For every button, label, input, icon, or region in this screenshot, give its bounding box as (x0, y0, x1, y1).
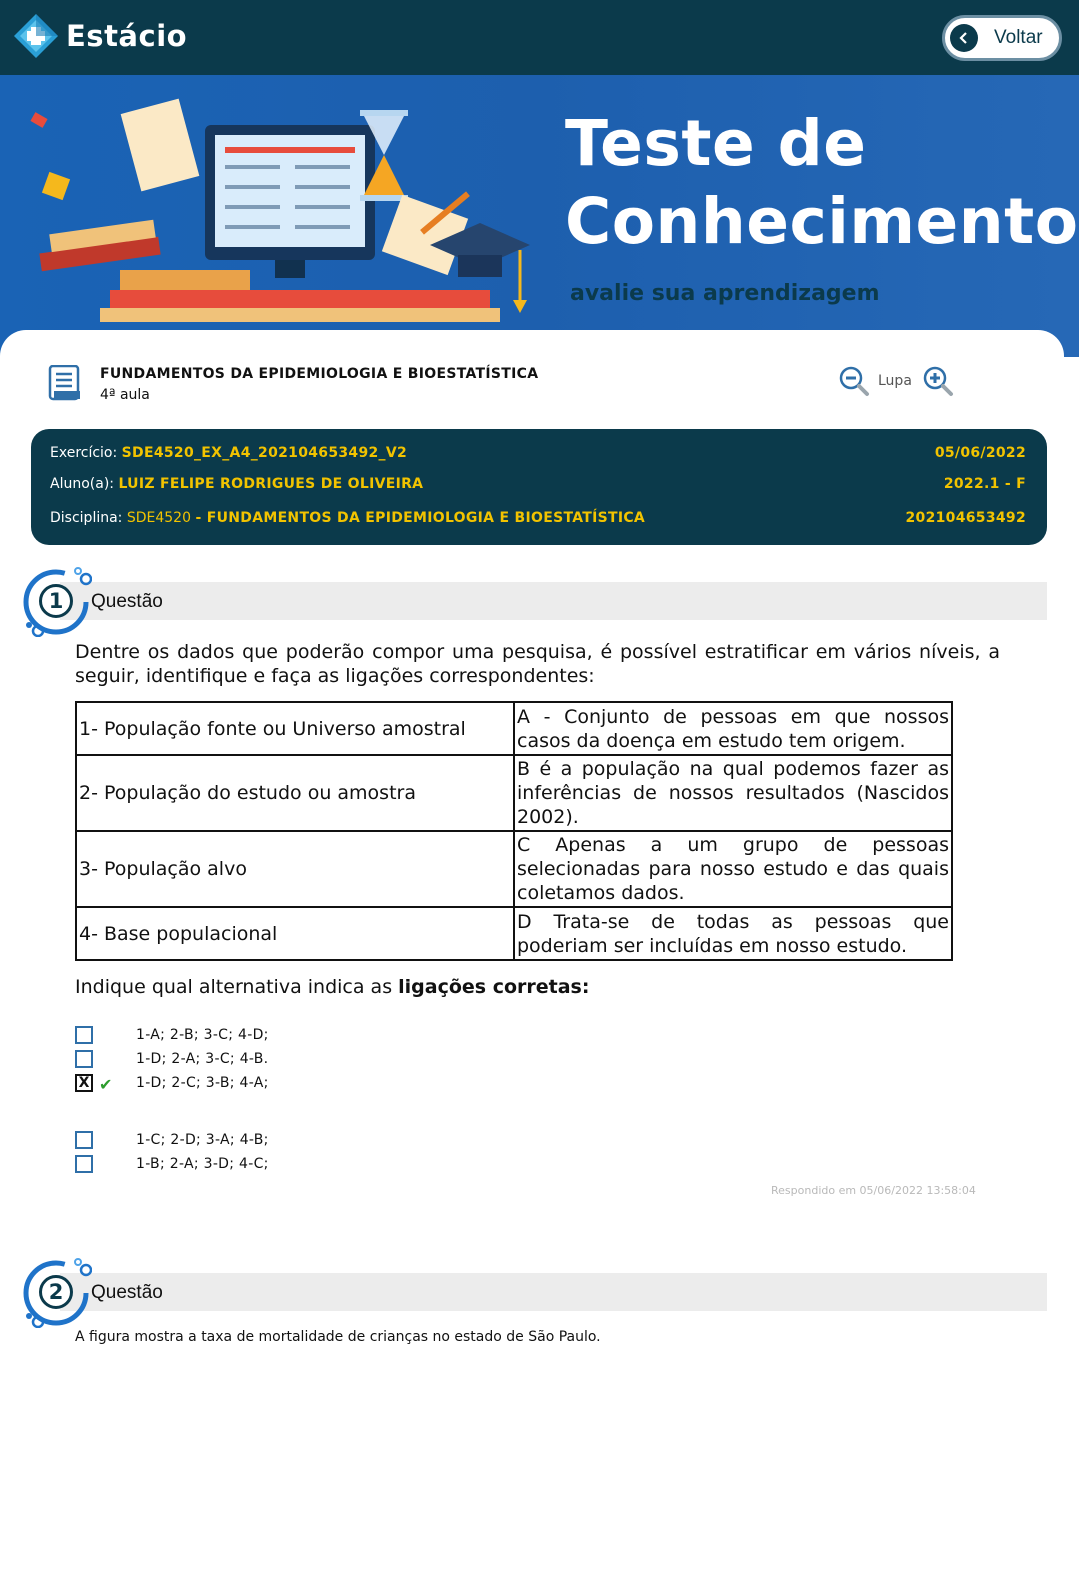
zoom-controls (838, 365, 954, 397)
info-row-student (50, 476, 1026, 492)
table-cell-left: 2- População do estudo ou amostra (76, 755, 514, 831)
exercise-date: 05/06/2022 (934, 445, 1026, 461)
question-2-number: 2 (39, 1275, 73, 1309)
table-cell-right: D Trata-se de todas as pessoas que poderiam ser incluídas em nosso estudo. (514, 907, 952, 960)
answer-option[interactable] (75, 1155, 269, 1173)
discipline-label: Disciplina: (50, 510, 123, 526)
question-2-label: Questão (91, 1282, 163, 1303)
chevron-left-icon (950, 24, 978, 52)
academic-period: 2022.1 - F (943, 476, 1026, 492)
info-row-discipline (50, 510, 1026, 526)
study-illustration-icon (30, 95, 550, 345)
prompt-text: Indique qual alternativa indica as (75, 976, 399, 998)
answer-option-text: 1-C; 2-D; 3-A; 4-B; (136, 1132, 269, 1148)
info-row-exercise (50, 445, 1026, 461)
discipline-name: - FUNDAMENTOS DA EPIDEMIOLOGIA E BIOESTATÍSTICA (195, 510, 646, 526)
prompt-bold-text: ligações corretas: (398, 976, 590, 998)
answer-option[interactable] (75, 1050, 269, 1068)
brand-name: Estácio (66, 19, 188, 53)
table-cell-left: 4- Base populacional (76, 907, 514, 960)
banner-title (565, 105, 1079, 261)
student-label: Aluno(a): (50, 476, 114, 492)
table-cell-right: A - Conjunto de pessoas em que nossos casos da doença em estudo tem origem. (514, 702, 952, 755)
document-list-icon (48, 365, 82, 401)
answer-option[interactable] (75, 1131, 269, 1149)
answer-option-text: 1-D; 2-C; 3-B; 4-A; (136, 1075, 269, 1091)
checkbox[interactable] (75, 1155, 93, 1173)
correct-check-icon: ✔ (99, 1075, 113, 1094)
checkbox[interactable] (75, 1026, 93, 1044)
table-row (76, 831, 952, 907)
question-1-text: Dentre os dados que poderão compor uma pesquisa, é possível estratificar em vários níveis, a seguir, identifique e faça as ligações correspondentes: (75, 641, 1000, 687)
table-cell-right: B é a população na qual podemos fazer as inferências de nossos resultados (Nascidos 2002). (514, 755, 952, 831)
question-2-header-bar (60, 1273, 1047, 1311)
answer-option-text: 1-D; 2-A; 3-C; 4-B. (136, 1051, 269, 1067)
checkbox[interactable] (75, 1050, 93, 1068)
table-row (76, 702, 952, 755)
lesson-number: 4ª aula (100, 387, 150, 403)
zoom-in-icon[interactable] (922, 365, 954, 397)
question-1-header-bar (60, 582, 1047, 620)
question-1-label: Questão (91, 591, 163, 612)
banner-title-line1: Teste de (565, 107, 867, 180)
checkbox-checked[interactable]: X (75, 1074, 93, 1092)
table-row (76, 755, 952, 831)
zoom-out-icon[interactable] (838, 365, 870, 397)
answer-option-selected[interactable] (75, 1074, 269, 1094)
brand-logo[interactable] (12, 12, 187, 60)
table-cell-right: C Apenas a um grupo de pessoas selecionadas para nosso estudo e das quais coletamos dados. (514, 831, 952, 907)
exercise-label: Exercício: (50, 445, 118, 461)
discipline-code: SDE4520 (126, 510, 191, 526)
answer-option-text: 1-B; 2-A; 3-D; 4-C; (136, 1156, 269, 1172)
hero-banner (0, 75, 1079, 357)
answer-option[interactable] (75, 1026, 269, 1044)
checkbox[interactable] (75, 1131, 93, 1149)
banner-title-line2: Conhecimento (565, 185, 1079, 258)
table-row (76, 907, 952, 960)
table-cell-left: 3- População alvo (76, 831, 514, 907)
matching-table (75, 701, 953, 961)
answered-timestamp: Respondido em 05/06/2022 13:58:04 (771, 1184, 976, 1197)
exercise-info-panel (31, 429, 1047, 545)
question-1-prompt (75, 976, 589, 998)
course-title: FUNDAMENTOS DA EPIDEMIOLOGIA E BIOESTATÍSTICA (100, 366, 539, 382)
back-button[interactable] (942, 15, 1062, 61)
student-name: LUIZ FELIPE RODRIGUES DE OLIVEIRA (118, 476, 424, 492)
top-bar (0, 0, 1079, 75)
estacio-logo-icon (12, 12, 60, 60)
question-2-text: A figura mostra a taxa de mortalidade de crianças no estado de São Paulo. (75, 1329, 601, 1345)
banner-subtitle: avalie sua aprendizagem (570, 281, 880, 306)
table-cell-left: 1- População fonte ou Universo amostral (76, 702, 514, 755)
exercise-code: SDE4520_EX_A4_202104653492_V2 (121, 445, 408, 461)
zoom-label: Lupa (878, 373, 912, 389)
back-button-label: Voltar (994, 27, 1043, 48)
enrollment-number: 202104653492 (905, 510, 1026, 526)
answer-option-text: 1-A; 2-B; 3-C; 4-D; (136, 1027, 269, 1043)
question-1-number: 1 (39, 584, 73, 618)
